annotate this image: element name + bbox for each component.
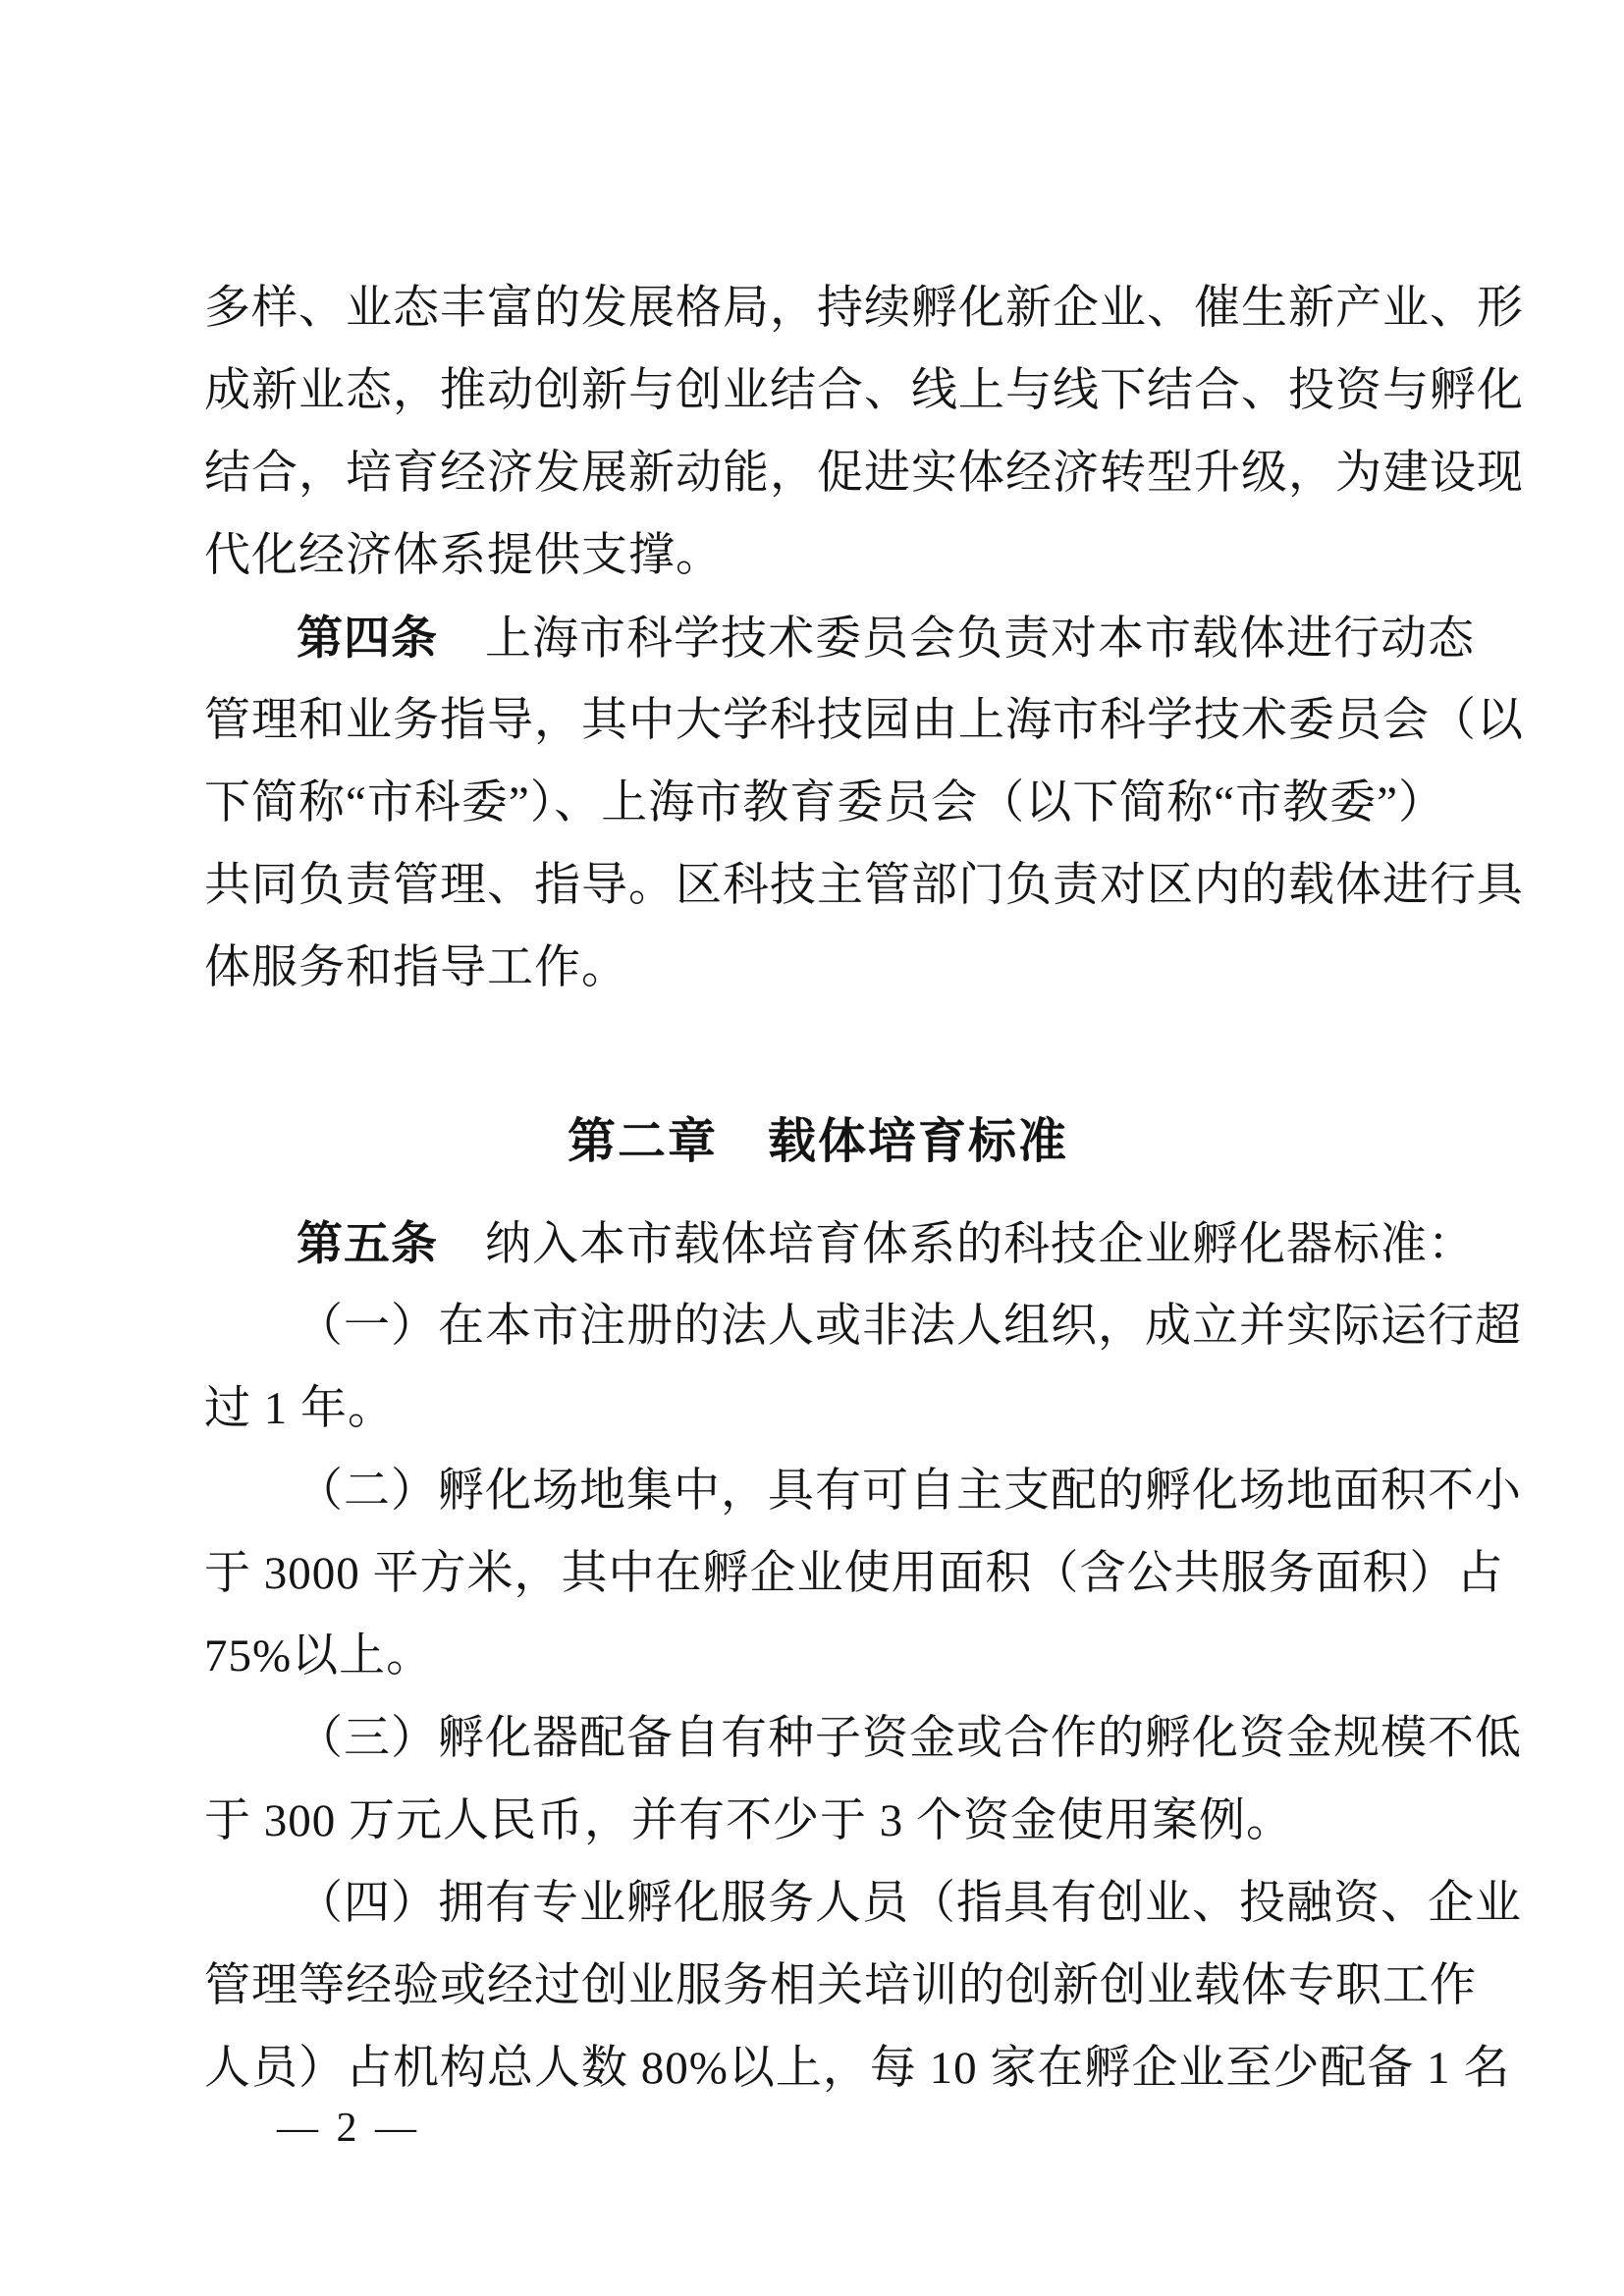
- text-line: （四）拥有专业孵化服务人员（指具有创业、投融资、企业: [297, 1878, 1522, 1929]
- text-line: 于 300 万元人民币，并有不少于 3 个资金使用案例。: [204, 1795, 1293, 1846]
- document-text: [204, 267, 1524, 2109]
- text-line: 于 3000 平方米，其中在孵企业使用面积（含公共服务面积）占: [204, 1548, 1504, 1599]
- text-line: 管理和业务指导，其中大学科技园由上海市科学技术委员会（以: [204, 695, 1524, 746]
- text-line: 过 1 年。: [204, 1383, 395, 1434]
- text-line: 人员）占机构总人数 80%以上，每 10 家在孵企业至少配备 1 名: [204, 2043, 1511, 2094]
- text-line: 75%以上。: [204, 1630, 434, 1682]
- text-line: 结合，培育经济发展新动能，促进实体经济转型升级，为建设现: [204, 448, 1524, 499]
- text-line: 代化经济体系提供支撑。: [204, 530, 723, 581]
- page-number: — 2 —: [277, 2106, 420, 2151]
- text-line: 体服务和指导工作。: [204, 942, 628, 993]
- text-line: （一）在本市注册的法人或非法人组织，成立并实际运行超: [297, 1301, 1522, 1352]
- text-line: 第四条 上海市科学技术委员会负责对本市载体进行动态: [297, 612, 1475, 665]
- text-line: 第五条 纳入本市载体培育体系的科技企业孵化器标准：: [297, 1217, 1475, 1270]
- text-line: 多样、业态丰富的发展格局，持续孵化新企业、催生新产业、形: [204, 283, 1524, 334]
- text-line: 管理等经验或经过创业服务相关培训的创新创业载体专职工作: [204, 1960, 1477, 2011]
- text-line: 成新业态，推动创新与创业结合、线上与线下结合、投资与孵化: [204, 365, 1524, 416]
- text-line: （三）孵化器配备自有种子资金或合作的孵化资金规模不低: [297, 1713, 1522, 1764]
- text-line: 共同负责管理、指导。区科技主管部门负责对区内的载体进行具: [204, 860, 1524, 911]
- article-number-label: 第五条: [297, 1217, 438, 1269]
- chapter-heading: 第二章 载体培育标准: [567, 1115, 1068, 1168]
- article-number-label: 第四条: [297, 612, 438, 664]
- text-line: 下简称“市科委”）、上海市教育委员会（以下简称“市教委”）: [204, 777, 1445, 828]
- text-line: （二）孵化场地集中，具有可自主支配的孵化场地面积不小: [297, 1466, 1522, 1517]
